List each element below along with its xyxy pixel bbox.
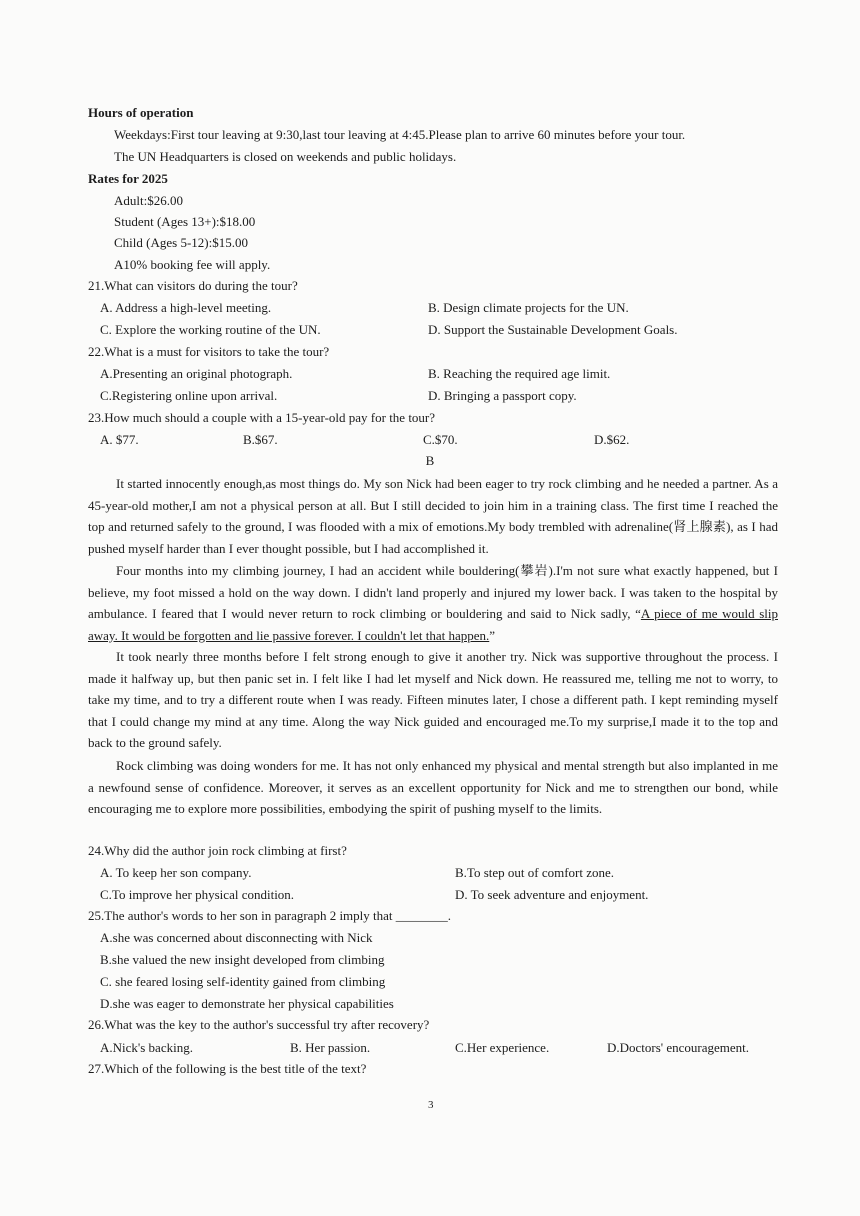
q23-option-d: D.$62. <box>594 432 630 447</box>
passage-paragraph-3: It took nearly three months before I felt strong enough to give it another try. Nick was supportive throughout the process. I made it halfway up, but then panic set in. I felt like I had let myself and Nick down. He reassured me, telling me not to worry, to take my time, and to try a different route when I was ready. Fifteen minutes later, I chose a different path. I kept reminding myself that I could change my mind at any time. Along the way Nick guided and encouraged me.To my surprise,I made it to the top and back to the ground safely. <box>88 649 778 751</box>
rate-adult: Adult:$26.00 <box>114 193 183 208</box>
q21-option-a: A. Address a high-level meeting. <box>100 300 272 315</box>
q25-option-b: B.she valued the new insight developed from climbing <box>100 952 385 967</box>
page-number: 3 <box>428 1099 434 1111</box>
q23-option-a: A. $77. <box>100 432 139 447</box>
q26-option-a: A.Nick's backing. <box>100 1040 193 1055</box>
q25-option-d: D.she was eager to demonstrate her physical capabilities <box>100 996 394 1011</box>
q22-stem: 22.What is a must for visitors to take the tour? <box>88 344 330 359</box>
q23-option-b: B.$67. <box>243 432 278 447</box>
q24-option-b: B.To step out of comfort zone. <box>455 865 615 880</box>
q26-stem: 26.What was the key to the author's successful try after recovery? <box>88 1017 430 1032</box>
passage-paragraph-4: Rock climbing was doing wonders for me. It has not only enhanced my physical and mental strength but also implanted in me a newfound sense of confidence. Moreover, it serves as an excellent opportunity for Nick and me to strengthen our bond, while encouraging me to explore more possibilities, embodying the spirit of pushing myself to the limits. <box>88 758 778 817</box>
q27-stem: 27.Which of the following is the best title of the text? <box>88 1061 367 1076</box>
q22-option-a: A.Presenting an original photograph. <box>100 366 293 381</box>
rates-heading: Rates for 2025 <box>88 171 168 186</box>
q24-option-d: D. To seek adventure and enjoyment. <box>455 887 649 902</box>
q22-option-c: C.Registering online upon arrival. <box>100 388 278 403</box>
closing-quote: ” <box>489 627 496 643</box>
passage-paragraph-2 <box>88 560 778 646</box>
q26-option-b: B. Her passion. <box>290 1040 371 1055</box>
q21-option-d: D. Support the Sustainable Development Goals. <box>428 322 678 337</box>
passage-paragraph-1: It started innocently enough,as most things do. My son Nick had been eager to try rock climbing and he needed a partner. As a 45-year-old mother,I am not a physical person at all. But I still decided to join him in a training class. The first time I reached the top and returned safely to the ground, I was flooded with a mix of emotions.My body trembled with adrenaline(肾上腺素), as I had pushed myself harder than I ever thought possible, but I had accomplished it. <box>88 476 778 556</box>
q25-stem: 25.The author's words to her son in paragraph 2 imply that ________. <box>88 908 452 923</box>
q22-option-b: B. Reaching the required age limit. <box>428 366 611 381</box>
q24-option-c: C.To improve her physical condition. <box>100 887 295 902</box>
q23-stem: 23.How much should a couple with a 15-year-old pay for the tour? <box>88 410 436 425</box>
hours-heading: Hours of operation <box>88 105 194 120</box>
rate-student: Student (Ages 13+):$18.00 <box>114 214 256 229</box>
hours-closed: The UN Headquarters is closed on weekends and public holidays. <box>114 149 457 164</box>
hours-weekdays: Weekdays:First tour leaving at 9:30,last tour leaving at 4:45.Please plan to arrive 60 minutes before your tour. <box>114 127 686 142</box>
q21-stem: 21.What can visitors do during the tour? <box>88 278 298 293</box>
section-b-label: B <box>425 453 435 468</box>
q22-option-d: D. Bringing a passport copy. <box>428 388 577 403</box>
q24-stem: 24.Why did the author join rock climbing at first? <box>88 843 347 858</box>
paragraph-2-text: Four months into my climbing journey, I had an accident while bouldering(攀岩).I'm not sure what exactly happened, but I believe, my foot missed a hold on the way down. I didn't land properly and injured my lower back. I was taken to the hospital by ambulance. I feared that I would never return to rock climbing or bouldering and said to Nick sadly, “ <box>88 563 778 622</box>
rate-child: Child (Ages 5-12):$15.00 <box>114 235 248 250</box>
underlined-quote: A piece of me would slip away. It would be forgotten and lie passive forever. I couldn't let that happen. <box>88 606 778 643</box>
q23-option-c: C.$70. <box>423 432 458 447</box>
q21-option-b: B. Design climate projects for the UN. <box>428 300 629 315</box>
q26-option-c: C.Her experience. <box>455 1040 550 1055</box>
q26-option-d: D.Doctors' encouragement. <box>607 1040 750 1055</box>
q25-option-a: A.she was concerned about disconnecting with Nick <box>100 930 373 945</box>
q24-option-a: A. To keep her son company. <box>100 865 252 880</box>
q25-option-c: C. she feared losing self-identity gained from climbing <box>100 974 386 989</box>
booking-fee: A10% booking fee will apply. <box>114 257 271 272</box>
q21-option-c: C. Explore the working routine of the UN. <box>100 322 321 337</box>
